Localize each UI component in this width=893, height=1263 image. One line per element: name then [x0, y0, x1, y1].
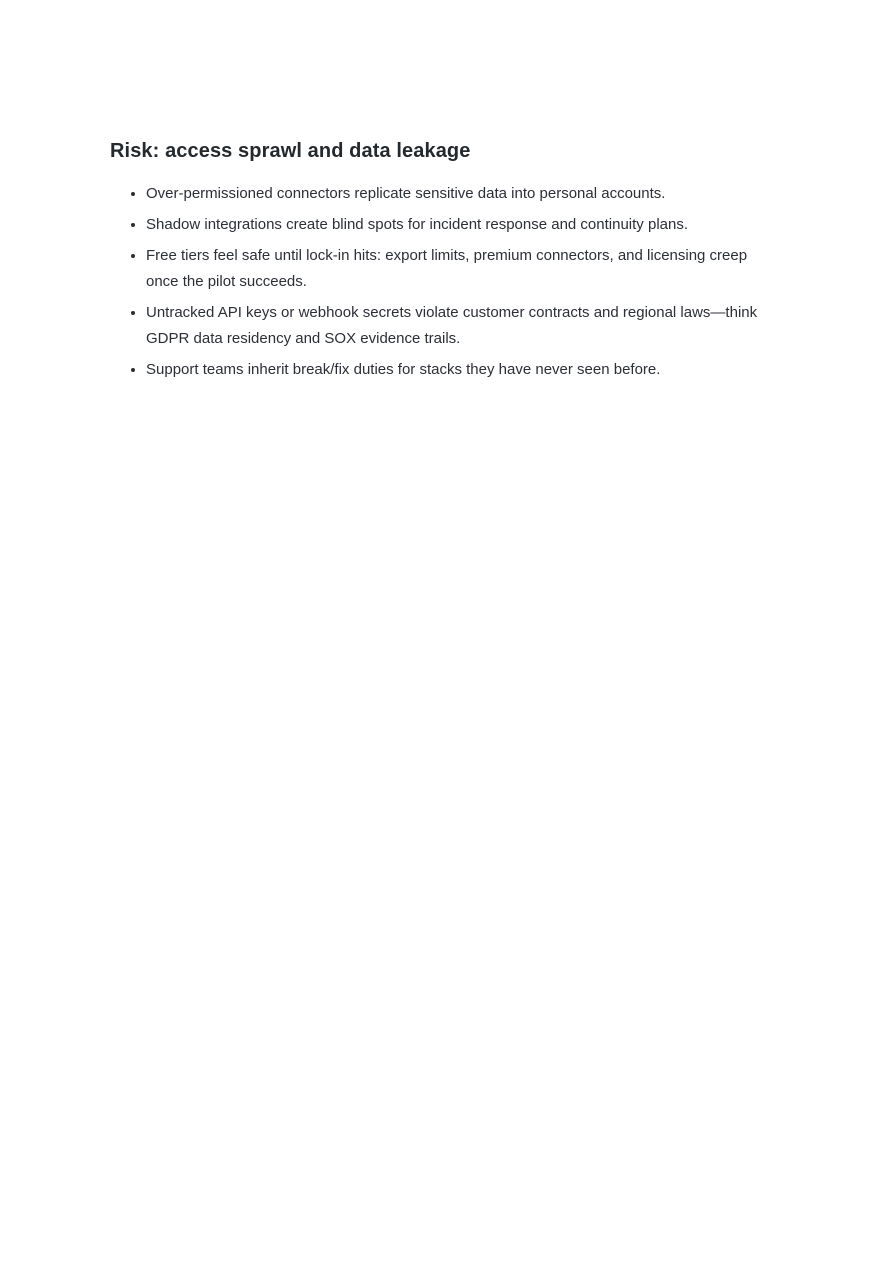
list-item: • Shadow integrations create blind spots for incident response and continuity plans. [146, 212, 778, 238]
list-item: • Over-permissioned connectors replicate sensitive data into personal accounts. [146, 181, 778, 207]
page-title: Risk: access sprawl and data leakage [110, 140, 471, 162]
list-item: • Support teams inherit break/fix duties for stacks they have never seen before. [146, 357, 778, 383]
list-item: • Free tiers feel safe until lock-in hits: export limits, premium connectors, and licensing creep once the pilot succeeds. [146, 243, 778, 295]
bullet-list [110, 181, 788, 383]
list-item: • Untracked API keys or webhook secrets violate customer contracts and regional laws—think GDPR data residency and SOX evidence trails. [146, 300, 778, 352]
